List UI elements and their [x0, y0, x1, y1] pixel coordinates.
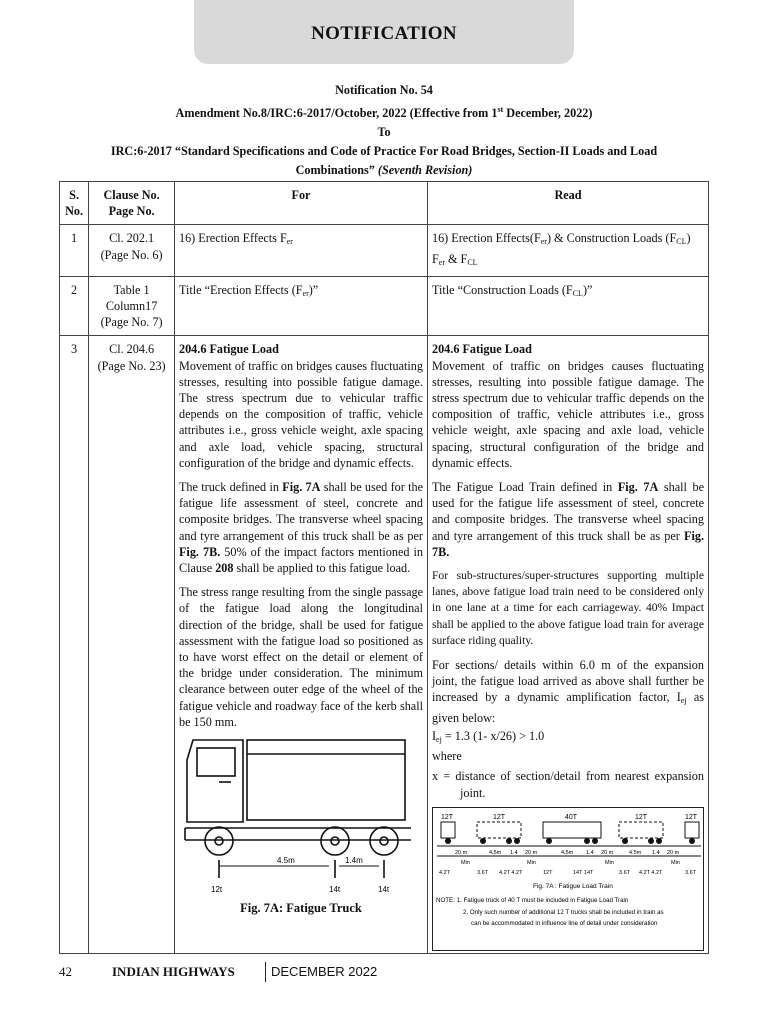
for-p2-text-c: 50% of the impact factors mentioned in Clause: [178, 544, 423, 576]
read-p4-text-b: as given below:: [431, 690, 704, 725]
row1-clause-no: Cl. 202.1: [109, 231, 155, 246]
min-label-4: Min: [670, 859, 680, 866]
row1-sno: 1: [60, 225, 89, 276]
row3-for: [174, 336, 427, 953]
gap-4: 20 m: [524, 849, 538, 856]
footer-divider: [265, 962, 266, 982]
train-truck-5: 12T: [684, 813, 698, 821]
magazine-name: INDIAN HIGHWAYS: [112, 964, 235, 979]
row1-read-text-d: & F: [444, 251, 468, 266]
axle-load-2: 3.6T: [476, 869, 488, 876]
for-paragraph-1: Movement of traffic on bridges causes fluctuating stresses, resulting into possible fatigue damage. The stress spectrum due to vehicular traffic depends on the composition of traffic, vehicle attributes i.e., gross vehicle weight, axle spacing and axle load, vehicle spacing, structural configuration of the bridge and dynamic effects.: [178, 358, 423, 470]
truck-load-1: 12t: [210, 885, 223, 895]
axle-load-5: 14T 14T: [572, 869, 594, 876]
formula-sub: ej: [436, 734, 442, 744]
for-p2-clause-ref: 208: [215, 561, 234, 576]
row3-clause: [89, 336, 175, 953]
axle-load-6: 3.6T: [618, 869, 630, 876]
amendment-date: December, 2022): [503, 106, 593, 121]
header-read: Read: [427, 182, 708, 225]
row2-for-text-b: )”: [308, 282, 319, 297]
gap-8: 4.5m: [628, 849, 642, 856]
train-truck-4: 12T: [634, 813, 648, 821]
page-footer: [59, 964, 709, 984]
notification-banner: [194, 0, 574, 64]
read-p4-text-a: For sections/ details within 6.0 m of the expansion joint, the fatigue load arrived as above shall further be increased by a dynamic amplification factor, I: [431, 658, 704, 705]
row1-read-sub3: er: [438, 257, 445, 267]
row2-read-text-a: Title “Construction Loads (F: [431, 282, 573, 297]
row2-read-text-b: )”: [582, 282, 593, 297]
for-p2-text-b: shall be used for the fatigue life assessment of steel, concrete and composite bridges. The transverse wheel spacing and tyre arrangement of this truck shall be as per: [178, 480, 423, 543]
ordinal-suffix: st: [497, 105, 504, 114]
for-section-title: 204.6 Fatigue Load: [178, 342, 279, 357]
table-row: [60, 276, 709, 336]
for-p2-text-d: shall be applied to this fatigue load.: [233, 561, 411, 576]
for-p2-text-a: The truck defined in: [178, 480, 283, 495]
where-label: where: [431, 749, 462, 764]
to-line: To: [377, 125, 391, 140]
read-section-title: 204.6 Fatigue Load: [431, 342, 532, 357]
row2-read-sub: CL: [572, 288, 583, 298]
read-p2-fig-ref-2: Fig. 7B.: [431, 528, 704, 559]
row3-page-no: (Page No. 23): [97, 358, 166, 373]
axle-load-7: 4.2T 4.2T: [638, 869, 663, 876]
notification-number: Notification No. 54: [335, 83, 433, 97]
min-label-2: Min: [526, 859, 536, 866]
notification-heading: [60, 81, 708, 180]
row2-column-no: Column17: [105, 299, 158, 314]
for-p2-fig-ref-1: Fig. 7A: [282, 480, 321, 495]
code-title-end: Combinations”: [295, 163, 375, 178]
read-p4-sub: ej: [680, 696, 687, 706]
train-truck-3: 40T: [564, 813, 578, 821]
row3-read: [427, 336, 708, 953]
truck-dim-1: 4.5m: [276, 856, 295, 866]
row2-sno: 2: [60, 276, 89, 336]
row1-page-no: (Page No. 6): [100, 247, 163, 262]
train-truck-1: 12T: [440, 813, 454, 821]
formula-symbol: I: [431, 728, 437, 743]
fatigue-truck-caption: Fig. 7A: Fatigue Truck: [240, 901, 362, 916]
truck-dim-2: 1.4m: [344, 856, 363, 866]
gap-5: 4.5m: [560, 849, 574, 856]
row3-clause-no: Cl. 204.6: [109, 342, 155, 357]
train-truck-2: 12T: [492, 813, 506, 821]
header-sno: S. No.: [60, 182, 89, 225]
gap-1: 20 m: [454, 849, 468, 856]
row2-for: [174, 276, 427, 336]
row2-clause: [89, 276, 175, 336]
row1-for: [174, 225, 427, 276]
fatigue-truck-drawing: [179, 736, 423, 896]
gap-9: 1.4: [651, 849, 660, 856]
row1-read: [427, 225, 708, 276]
row1-for-text: 16) Erection Effects F: [178, 231, 287, 246]
truck-load-2: 14t: [328, 885, 341, 895]
table-row: [60, 225, 709, 276]
min-label-3: Min: [604, 859, 614, 866]
axle-load-3: 4.2T 4.2T: [498, 869, 523, 876]
table-header-row: [60, 182, 709, 225]
row2-page-no: (Page No. 7): [100, 315, 163, 330]
row1-clause: [89, 225, 175, 276]
min-label-1: Min: [460, 859, 470, 866]
table-row: [60, 336, 709, 953]
x-definition: x = distance of section/detail from nearest expansion joint.: [431, 769, 704, 800]
row2-read: [427, 276, 708, 336]
issue-date: DECEMBER 2022: [271, 964, 378, 979]
header-clause: Clause No. Page No.: [89, 182, 175, 225]
train-note-2: 2. Only such number of additional 12 T trucks shall be included in train as: [462, 908, 664, 916]
fatigue-load-train-drawing: [433, 808, 703, 948]
fatigue-truck-figure: [179, 736, 423, 918]
train-note-3: can be accommodated in influence line of detail under consideration: [470, 919, 658, 927]
read-paragraph-4: [432, 657, 704, 726]
dynamic-amplification-formula: [432, 728, 704, 748]
page-number: 42: [59, 964, 72, 979]
gap-7: 20 m: [600, 849, 614, 856]
row2-for-text-a: Title “Erection Effects (F: [178, 282, 303, 297]
amendment-line: [60, 100, 708, 123]
row3-sno: 3: [60, 336, 89, 953]
train-caption: Fig. 7A : Fatigue Load Train: [532, 882, 613, 890]
read-paragraph-3: For sub-structures/super-structures supporting multiple lanes, above fatigue load train need to be considered only in one lane at a time for each carriageway. 40% Impact shall be applied to the above fatigue load train for average surface riding quality.: [431, 569, 704, 647]
read-p2-fig-ref-1: Fig. 7A: [617, 480, 659, 495]
gap-2: 4.5m: [488, 849, 502, 856]
read-paragraph-2: [432, 479, 704, 560]
code-title-line-2: [60, 161, 708, 180]
axle-load-1: 4.2T: [438, 869, 450, 876]
axle-load-4: 12T: [542, 869, 553, 876]
gap-3: 1.4: [509, 849, 518, 856]
for-paragraph-3: The stress range resulting from the single passage of the fatigue load along the longitudinal direction of the bridge, shall be used for fatigue assessment with the fatigue load so positioned as to have worst effect on the detail or element of the bridge under consideration. The minimum clearance between outer edge of the wheel of the fatigue vehicle and roadway face of the kerb shall be 150 mm.: [178, 585, 423, 729]
amendment-text: Amendment No.8/IRC:6-2017/October, 2022 (Effective from 1: [175, 106, 498, 121]
fatigue-load-train-figure: [432, 807, 704, 951]
row2-for-sub: er: [302, 288, 309, 298]
header-for: For: [174, 182, 427, 225]
code-title-line: IRC:6-2017 “Standard Specifications and Code of Practice For Road Bridges, Section-II Loads and Load: [110, 144, 658, 159]
for-paragraph-2: [179, 479, 423, 576]
row1-read-text-c: ) F: [431, 231, 691, 266]
row1-read-sub1: er: [540, 237, 547, 247]
axle-load-8: 3.6T: [684, 869, 696, 876]
banner-title: NOTIFICATION: [311, 23, 457, 44]
revision-label: (Seventh Revision): [374, 163, 473, 178]
row1-read-sub4: CL: [467, 257, 478, 267]
gap-10: 20 m: [666, 849, 680, 856]
read-p2-text-b: shall be used for the fatigue life assessment of steel, concrete and composite bridges. The transverse wheel spacing and tyre arrangement of this truck shall be as per: [431, 480, 704, 543]
read-paragraph-1: Movement of traffic on bridges causes fluctuating stresses, resulting into possible fatigue damage. The stress spectrum due to vehicular traffic depends on the composition of traffic, vehicle attributes i.e., gross vehicle weight, axle spacing and axle load, vehicle spacing, structural configuration of the bridge and dynamic effects.: [431, 358, 704, 470]
row1-read-text-b: ) & Construction Loads (F: [546, 231, 677, 246]
row1-read-text-a: 16) Erection Effects(F: [431, 231, 541, 246]
gap-6: 1.4: [585, 849, 594, 856]
read-p2-text-a: The Fatigue Load Train defined in: [431, 480, 618, 495]
formula-expression: = 1.3 (1- x/26) > 1.0: [441, 728, 545, 743]
truck-load-3: 14t: [377, 885, 390, 895]
row1-read-sub2: CL: [676, 237, 687, 247]
for-p2-fig-ref-2: Fig. 7B.: [178, 544, 221, 559]
row2-table-no: Table 1: [113, 282, 150, 297]
train-note-1: NOTE: 1. Fatigue truck of 40 T must be included in Fatigue Load Train: [435, 896, 629, 904]
row1-for-sub: er: [286, 237, 293, 247]
amendment-table: [59, 181, 709, 954]
